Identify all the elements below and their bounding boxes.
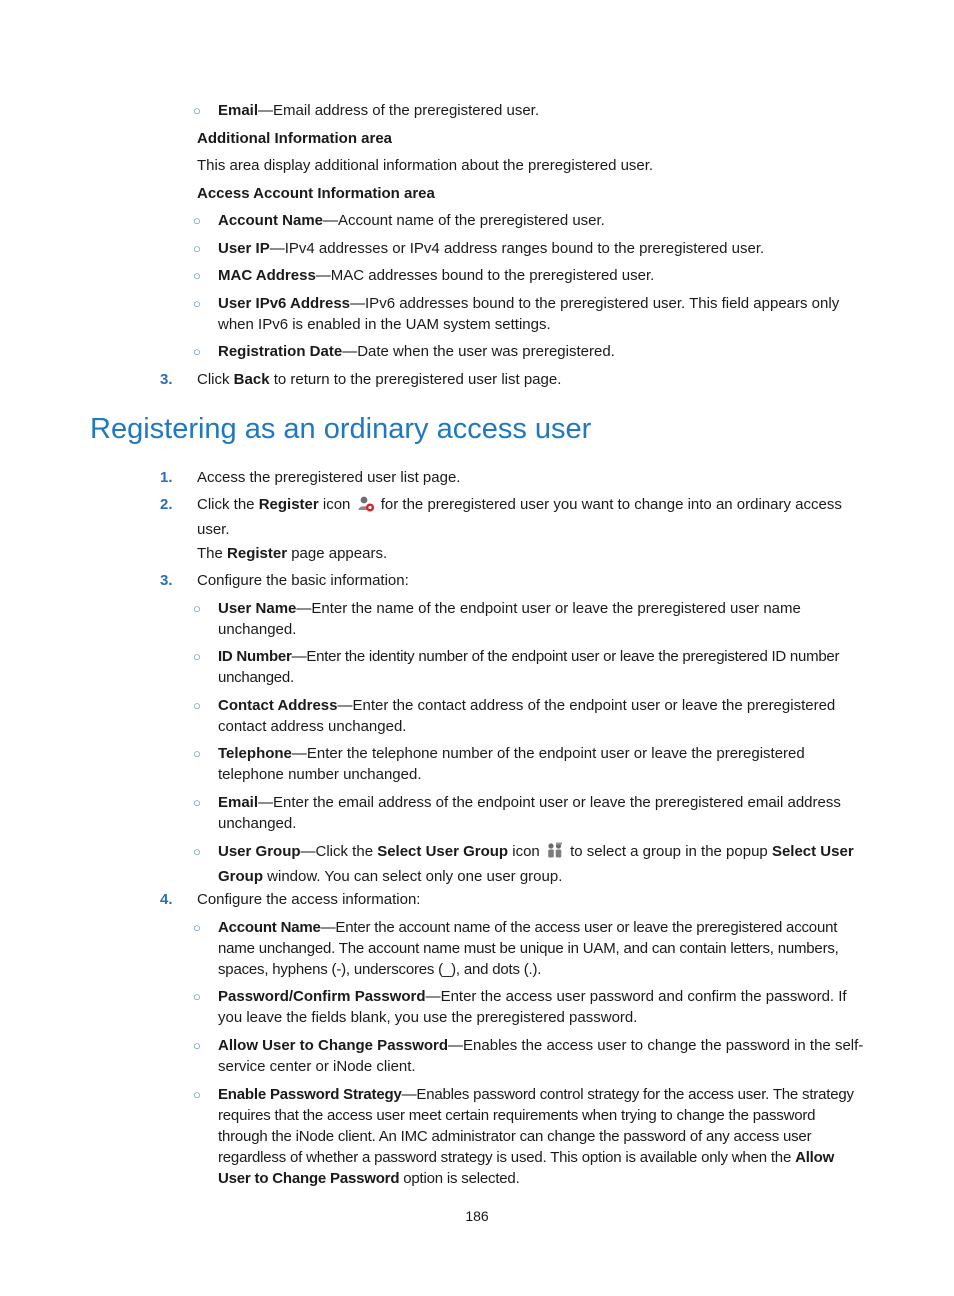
bullet-icon: ○	[193, 103, 201, 118]
list-item: ID Number—Enter the identity number of the endpoint user or leave the preregistered ID number unchanged.	[218, 648, 840, 686]
list-item: Contact Address—Enter the contact address of the endpoint user or leave the preregistered contact address unchanged.	[218, 697, 836, 735]
bullet-icon: ○	[193, 213, 201, 228]
bullet-icon: ○	[193, 746, 201, 761]
bullet-icon: ○	[193, 795, 201, 810]
step-text: Configure the access information:	[197, 891, 421, 908]
step-number: 3.	[160, 572, 173, 589]
step-number: 3.	[160, 371, 173, 388]
list-item: Account Name—Account name of the preregistered user.	[218, 212, 605, 229]
list-item: Account Name—Enter the account name of the access user or leave the preregistered account name unchanged. The account name must be unique in UAM, and can contain letters, numbers, spaces, hyphens (-), underscores (_), and dots (.).	[218, 919, 839, 978]
select-user-group-icon	[546, 842, 564, 866]
bullet-icon: ○	[193, 1087, 201, 1102]
bullet-icon: ○	[193, 649, 201, 664]
bullet-icon: ○	[193, 844, 201, 859]
bullet-icon: ○	[193, 920, 201, 935]
paragraph: This area display additional information about the preregistered user.	[197, 157, 654, 174]
section-subheading: Additional Information area	[197, 130, 393, 147]
bullet-icon: ○	[193, 989, 201, 1004]
step-number: 2.	[160, 496, 173, 513]
step-text: Configure the basic information:	[197, 572, 409, 589]
step-note: The Register page appears.	[197, 545, 388, 562]
step-number: 1.	[160, 469, 173, 486]
bullet-icon: ○	[193, 268, 201, 283]
page-number: 186	[465, 1208, 489, 1224]
step-text: Click Back to return to the preregistered user list page.	[197, 371, 562, 388]
bullet-icon: ○	[193, 1038, 201, 1053]
bullet-icon: ○	[193, 344, 201, 359]
list-item: Enable Password Strategy—Enables password control strategy for the access user. The strategy requires that the access user meet certain requirements when trying to change the password through the iNode client. An IMC administrator can change the password of any access user regardless of whether a password strategy is used. This option is available only when the Allow User to Change Password option is selected.	[218, 1086, 854, 1187]
list-item: Email—Email address of the preregistered user.	[218, 102, 540, 119]
bullet-icon: ○	[193, 601, 201, 616]
list-item: Email—Enter the email address of the endpoint user or leave the preregistered email address unchanged.	[218, 794, 841, 832]
list-item: MAC Address—MAC addresses bound to the preregistered user.	[218, 267, 655, 284]
section-subheading: Access Account Information area	[197, 185, 435, 202]
list-item: User Name—Enter the name of the endpoint user or leave the preregistered user name unchanged.	[218, 600, 801, 638]
bullet-icon: ○	[193, 296, 201, 311]
register-icon	[357, 495, 375, 519]
list-item: Password/Confirm Password—Enter the access user password and confirm the password. If you leave the fields blank, you use the preregistered password.	[218, 988, 847, 1026]
list-item: Registration Date—Date when the user was preregistered.	[218, 343, 615, 360]
step-text: Access the preregistered user list page.	[197, 469, 461, 486]
list-item: User IPv6 Address—IPv6 addresses bound to the preregistered user. This field appears only when IPv6 is enabled in the UAM system settings.	[218, 295, 840, 333]
list-item: Allow User to Change Password—Enables the access user to change the password in the self-service center or iNode client.	[218, 1037, 864, 1075]
section-title: Registering as an ordinary access user	[90, 413, 592, 445]
step-text: Click the Register icon for the preregistered user you want to change into an ordinary access user.	[197, 496, 842, 538]
list-item: User IP—IPv4 addresses or IPv4 address ranges bound to the preregistered user.	[218, 240, 765, 257]
bullet-icon: ○	[193, 241, 201, 256]
bullet-icon: ○	[193, 698, 201, 713]
list-item: User Group—Click the Select User Group icon to select a group in the popup Select User Group window. You can select only one user group.	[218, 843, 854, 885]
list-item: Telephone—Enter the telephone number of the endpoint user or leave the preregistered telephone number unchanged.	[218, 745, 805, 783]
step-number: 4.	[160, 891, 173, 908]
